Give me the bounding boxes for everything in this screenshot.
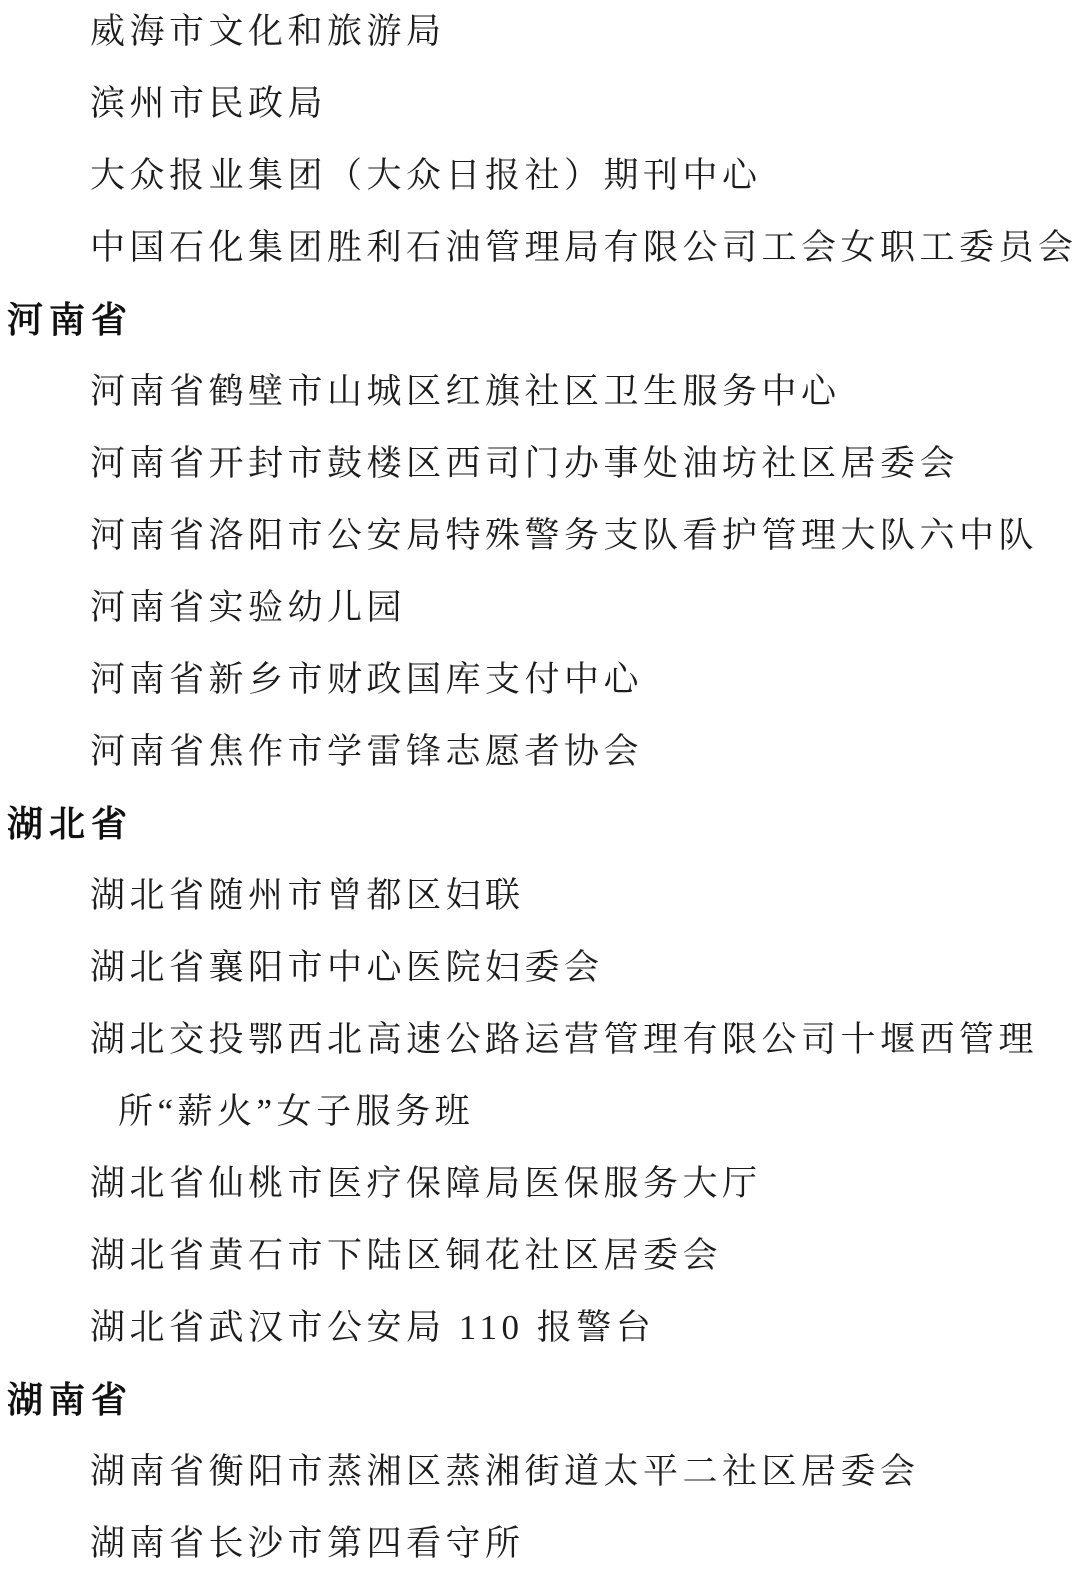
org-list-item: 湖南省衡阳市蒸湘区蒸湘街道太平二社区居委会 <box>90 1452 920 1491</box>
org-list-item: 滨州市民政局 <box>90 84 328 123</box>
org-list-item: 湖北省仙桃市医疗保障局医保服务大厅 <box>90 1164 762 1203</box>
org-list-item: 河南省新乡市财政国库支付中心 <box>90 660 644 699</box>
org-list-item: 大众报业集团（大众日报社）期刊中心 <box>90 156 762 195</box>
section-header: 湖南省 <box>7 1378 134 1420</box>
org-list-item: 湖南省长沙市第四看守所 <box>90 1524 525 1563</box>
org-list-item: 河南省洛阳市公安局特殊警务支队看护管理大队六中队 <box>90 516 1039 555</box>
org-list-item: 湖北省黄石市下陆区铜花社区居委会 <box>90 1236 723 1275</box>
org-list-item: 湖北省随州市曾都区妇联 <box>90 876 525 915</box>
org-list-item: 威海市文化和旅游局 <box>90 12 446 51</box>
org-list-item: 河南省鹤壁市山城区红旗社区卫生服务中心 <box>90 372 841 411</box>
section-header: 湖北省 <box>7 802 134 844</box>
org-list-item: 湖北省襄阳市中心医院妇委会 <box>90 948 604 987</box>
org-list-item: 湖北交投鄂西北高速公路运营管理有限公司十堰西管理 <box>90 1020 1039 1059</box>
org-list-item: 湖北省武汉市公安局 110 报警台 <box>90 1308 656 1347</box>
org-list-item: 中国石化集团胜利石油管理局有限公司工会女职工委员会 <box>90 228 1078 267</box>
section-header: 河南省 <box>7 298 134 340</box>
org-list-item-continuation: 所“薪火”女子服务班 <box>118 1092 475 1131</box>
org-list-item: 河南省实验幼儿园 <box>90 588 407 627</box>
org-list-item: 河南省开封市鼓楼区西司门办事处油坊社区居委会 <box>90 444 960 483</box>
org-list-item: 河南省焦作市学雷锋志愿者协会 <box>90 732 644 771</box>
